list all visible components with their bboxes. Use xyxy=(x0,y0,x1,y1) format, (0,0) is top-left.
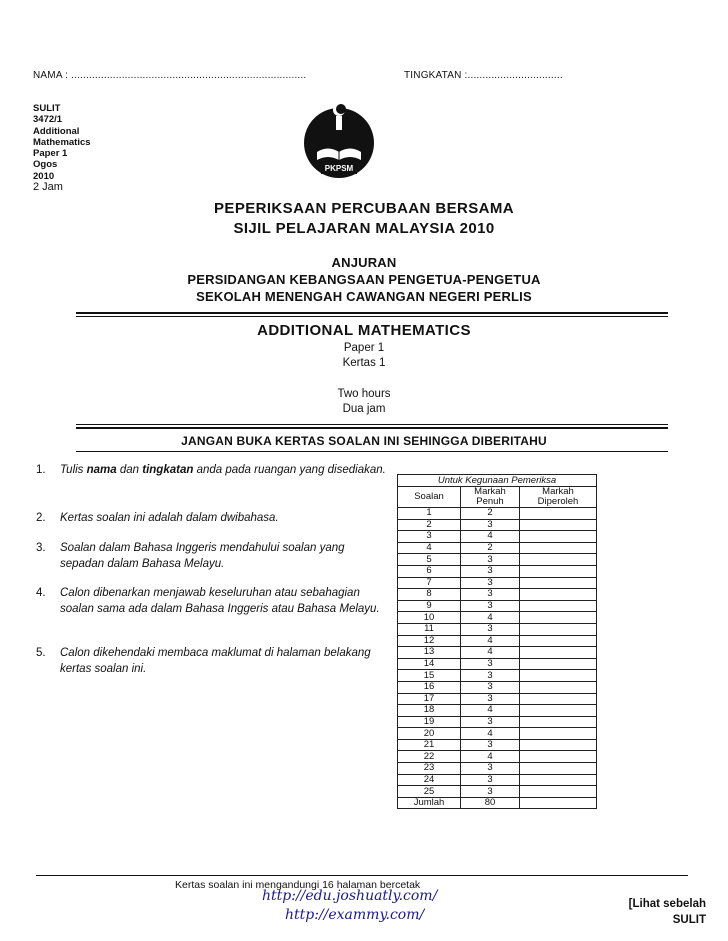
month: Ogos xyxy=(33,159,58,171)
question-number: 10 xyxy=(398,612,461,624)
organizer-line-1: PERSIDANGAN KEBANGSAAN PENGETUA-PENGETUA xyxy=(187,272,541,287)
full-marks: 3 xyxy=(461,716,520,728)
bold-tingkatan: tingkatan xyxy=(142,464,194,476)
examiner-marks-table xyxy=(397,474,597,809)
col-soalan: Soalan xyxy=(398,487,461,508)
instruction-5: 5. Calon dikehendaki membaca maklumat di halaman belakang kertas soalan ini. xyxy=(36,647,371,675)
tingkatan-field-label: TINGKATAN :................................ xyxy=(404,70,563,81)
marks-obtained-cell[interactable] xyxy=(520,751,597,763)
marks-obtained-cell[interactable] xyxy=(520,716,597,728)
marks-obtained-cell[interactable] xyxy=(520,728,597,740)
question-number: 13 xyxy=(398,647,461,659)
kertas-label: Kertas 1 xyxy=(342,357,386,369)
table-row xyxy=(398,519,597,531)
marks-obtained-cell[interactable] xyxy=(520,565,597,577)
duration: 2 Jam xyxy=(33,181,63,194)
question-number: 6 xyxy=(398,565,461,577)
instruction-2: 2. Kertas soalan ini adalah dalam dwibahasa. xyxy=(36,512,279,524)
question-number: 19 xyxy=(398,716,461,728)
table-row xyxy=(398,693,597,705)
full-marks: 4 xyxy=(461,705,520,717)
full-marks: 4 xyxy=(461,635,520,647)
duration-en: Two hours xyxy=(337,388,391,400)
marks-obtained-cell[interactable] xyxy=(520,542,597,554)
paper-code: 3472/1 xyxy=(33,114,63,126)
marks-obtained-cell[interactable] xyxy=(520,670,597,682)
instruction-1: 1. Tulis nama dan tingkatan anda pada ruangan yang disediakan. xyxy=(36,464,386,476)
full-marks: 3 xyxy=(461,519,520,531)
marks-obtained-cell[interactable] xyxy=(520,577,597,589)
page-count-note: Kertas soalan ini mengandungi 16 halaman bercetak xyxy=(175,879,421,891)
full-marks: 3 xyxy=(461,577,520,589)
table-row xyxy=(398,508,597,520)
marks-obtained-cell[interactable] xyxy=(520,519,597,531)
question-number: 8 xyxy=(398,589,461,601)
paper-number: Paper 1 xyxy=(33,148,68,160)
question-number: 16 xyxy=(398,681,461,693)
divider-top xyxy=(76,312,668,314)
question-number: 23 xyxy=(398,763,461,775)
marks-obtained-cell[interactable] xyxy=(520,774,597,786)
question-number: 9 xyxy=(398,600,461,612)
nama-field-label: NAMA : ............................................................................... xyxy=(33,70,307,81)
question-number: 18 xyxy=(398,705,461,717)
marks-obtained-cell[interactable] xyxy=(520,681,597,693)
full-marks: 3 xyxy=(461,774,520,786)
marks-obtained-cell[interactable] xyxy=(520,508,597,520)
divider-top-thin xyxy=(76,316,668,317)
table-row xyxy=(398,647,597,659)
question-number: 15 xyxy=(398,670,461,682)
source-url-2[interactable]: http://exammy.com/ xyxy=(285,907,425,923)
table-row xyxy=(398,751,597,763)
marks-obtained-cell[interactable] xyxy=(520,705,597,717)
divider-footer xyxy=(36,875,688,876)
table-row xyxy=(398,577,597,589)
marks-obtained-cell[interactable] xyxy=(520,763,597,775)
table-row xyxy=(398,589,597,601)
question-number: 5 xyxy=(398,554,461,566)
table-row xyxy=(398,542,597,554)
divider-mid-thin xyxy=(76,424,668,425)
exam-title-line-2: SIJIL PELAJARAN MALAYSIA 2010 xyxy=(233,220,495,237)
subject-line-2: Mathematics xyxy=(33,136,91,148)
divider-under-warning xyxy=(76,451,668,452)
question-number: 20 xyxy=(398,728,461,740)
instruction-4: 4. Calon dibenarkan menjawab keseluruhan atau sebahagian soalan sama ada dalam Bahasa Inggeris atau Bahasa Melayu. xyxy=(36,587,380,615)
bold-nama: nama xyxy=(86,464,117,476)
full-marks: 3 xyxy=(461,681,520,693)
question-number: 3 xyxy=(398,531,461,543)
marks-obtained-cell[interactable] xyxy=(520,647,597,659)
table-row xyxy=(398,705,597,717)
full-marks: 3 xyxy=(461,786,520,798)
marks-obtained-cell[interactable] xyxy=(520,693,597,705)
full-marks: 4 xyxy=(461,612,520,624)
full-marks: 4 xyxy=(461,647,520,659)
table-row xyxy=(398,739,597,751)
sulit-footer: SULIT xyxy=(672,914,706,926)
question-number: 4 xyxy=(398,542,461,554)
marks-obtained-cell[interactable] xyxy=(520,531,597,543)
table-row xyxy=(398,658,597,670)
marks-obtained-cell[interactable] xyxy=(520,623,597,635)
total-value: 80 xyxy=(461,797,520,809)
duration-ms: Dua jam xyxy=(342,403,386,415)
table-row xyxy=(398,670,597,682)
full-marks: 3 xyxy=(461,739,520,751)
question-number: 1 xyxy=(398,508,461,520)
question-number: 12 xyxy=(398,635,461,647)
total-label: Jumlah xyxy=(398,797,461,809)
marks-obtained-cell[interactable] xyxy=(520,739,597,751)
question-number: 2 xyxy=(398,519,461,531)
marks-obtained-cell[interactable] xyxy=(520,658,597,670)
full-marks: 3 xyxy=(461,600,520,612)
full-marks: 3 xyxy=(461,565,520,577)
table-caption: Untuk Kegunaan Pemeriksa xyxy=(398,475,597,487)
divider-mid xyxy=(76,427,668,429)
total-obtained-cell[interactable] xyxy=(520,797,597,809)
pkpsm-logo xyxy=(303,100,375,182)
question-number: 14 xyxy=(398,658,461,670)
table-row xyxy=(398,531,597,543)
table-row xyxy=(398,786,597,798)
question-number: 7 xyxy=(398,577,461,589)
full-marks: 2 xyxy=(461,542,520,554)
subject-line-1: Additional xyxy=(33,125,80,137)
full-marks: 3 xyxy=(461,693,520,705)
full-marks: 3 xyxy=(461,554,520,566)
marks-obtained-cell[interactable] xyxy=(520,589,597,601)
organizer-line-2: SEKOLAH MENENGAH CAWANGAN NEGERI PERLIS xyxy=(196,289,532,304)
full-marks: 4 xyxy=(461,531,520,543)
question-number: 25 xyxy=(398,786,461,798)
question-number: 21 xyxy=(398,739,461,751)
paper-label: Paper 1 xyxy=(343,342,385,354)
full-marks: 3 xyxy=(461,589,520,601)
logo-text: PKPSM xyxy=(324,164,354,173)
year: 2010 xyxy=(33,170,55,182)
marks-obtained-cell[interactable] xyxy=(520,612,597,624)
next-page-label: [Lihat sebelah xyxy=(628,898,706,910)
full-marks: 3 xyxy=(461,763,520,775)
full-marks: 3 xyxy=(461,623,520,635)
full-marks: 4 xyxy=(461,728,520,740)
anjuran-label: ANJURAN xyxy=(331,255,397,270)
table-row xyxy=(398,554,597,566)
full-marks: 3 xyxy=(461,658,520,670)
question-number: 11 xyxy=(398,623,461,635)
col-markah-diperoleh: Markah Diperoleh xyxy=(520,487,597,508)
warning-text: JANGAN BUKA KERTAS SOALAN INI SEHINGGA DIBERITAHU xyxy=(181,434,547,448)
full-marks: 4 xyxy=(461,751,520,763)
table-row xyxy=(398,612,597,624)
full-marks: 2 xyxy=(461,508,520,520)
marks-obtained-cell[interactable] xyxy=(520,635,597,647)
table-row xyxy=(398,623,597,635)
table-row xyxy=(398,681,597,693)
full-marks: 3 xyxy=(461,670,520,682)
table-row xyxy=(398,635,597,647)
marks-obtained-cell[interactable] xyxy=(520,786,597,798)
col-markah-penuh: Markah Penuh xyxy=(461,487,520,508)
table-row xyxy=(398,763,597,775)
instruction-number: 1. xyxy=(36,464,46,476)
marks-obtained-cell[interactable] xyxy=(520,554,597,566)
subject-title: ADDITIONAL MATHEMATICS xyxy=(257,322,471,339)
exam-title-line-1: PEPERIKSAAN PERCUBAAN BERSAMA xyxy=(214,200,514,217)
sulit-label: SULIT xyxy=(33,103,61,114)
table-row xyxy=(398,600,597,612)
table-row xyxy=(398,565,597,577)
table-row xyxy=(398,716,597,728)
question-number: 22 xyxy=(398,751,461,763)
table-row xyxy=(398,774,597,786)
source-url-1[interactable]: http://edu.joshuatly.com/ xyxy=(262,888,438,904)
question-number: 17 xyxy=(398,693,461,705)
table-row xyxy=(398,728,597,740)
paper-info-block xyxy=(33,103,91,193)
instruction-3: 3. Soalan dalam Bahasa Inggeris mendahului soalan yang sepadan dalam Bahasa Melayu. xyxy=(36,542,345,570)
question-number: 24 xyxy=(398,774,461,786)
marks-obtained-cell[interactable] xyxy=(520,600,597,612)
